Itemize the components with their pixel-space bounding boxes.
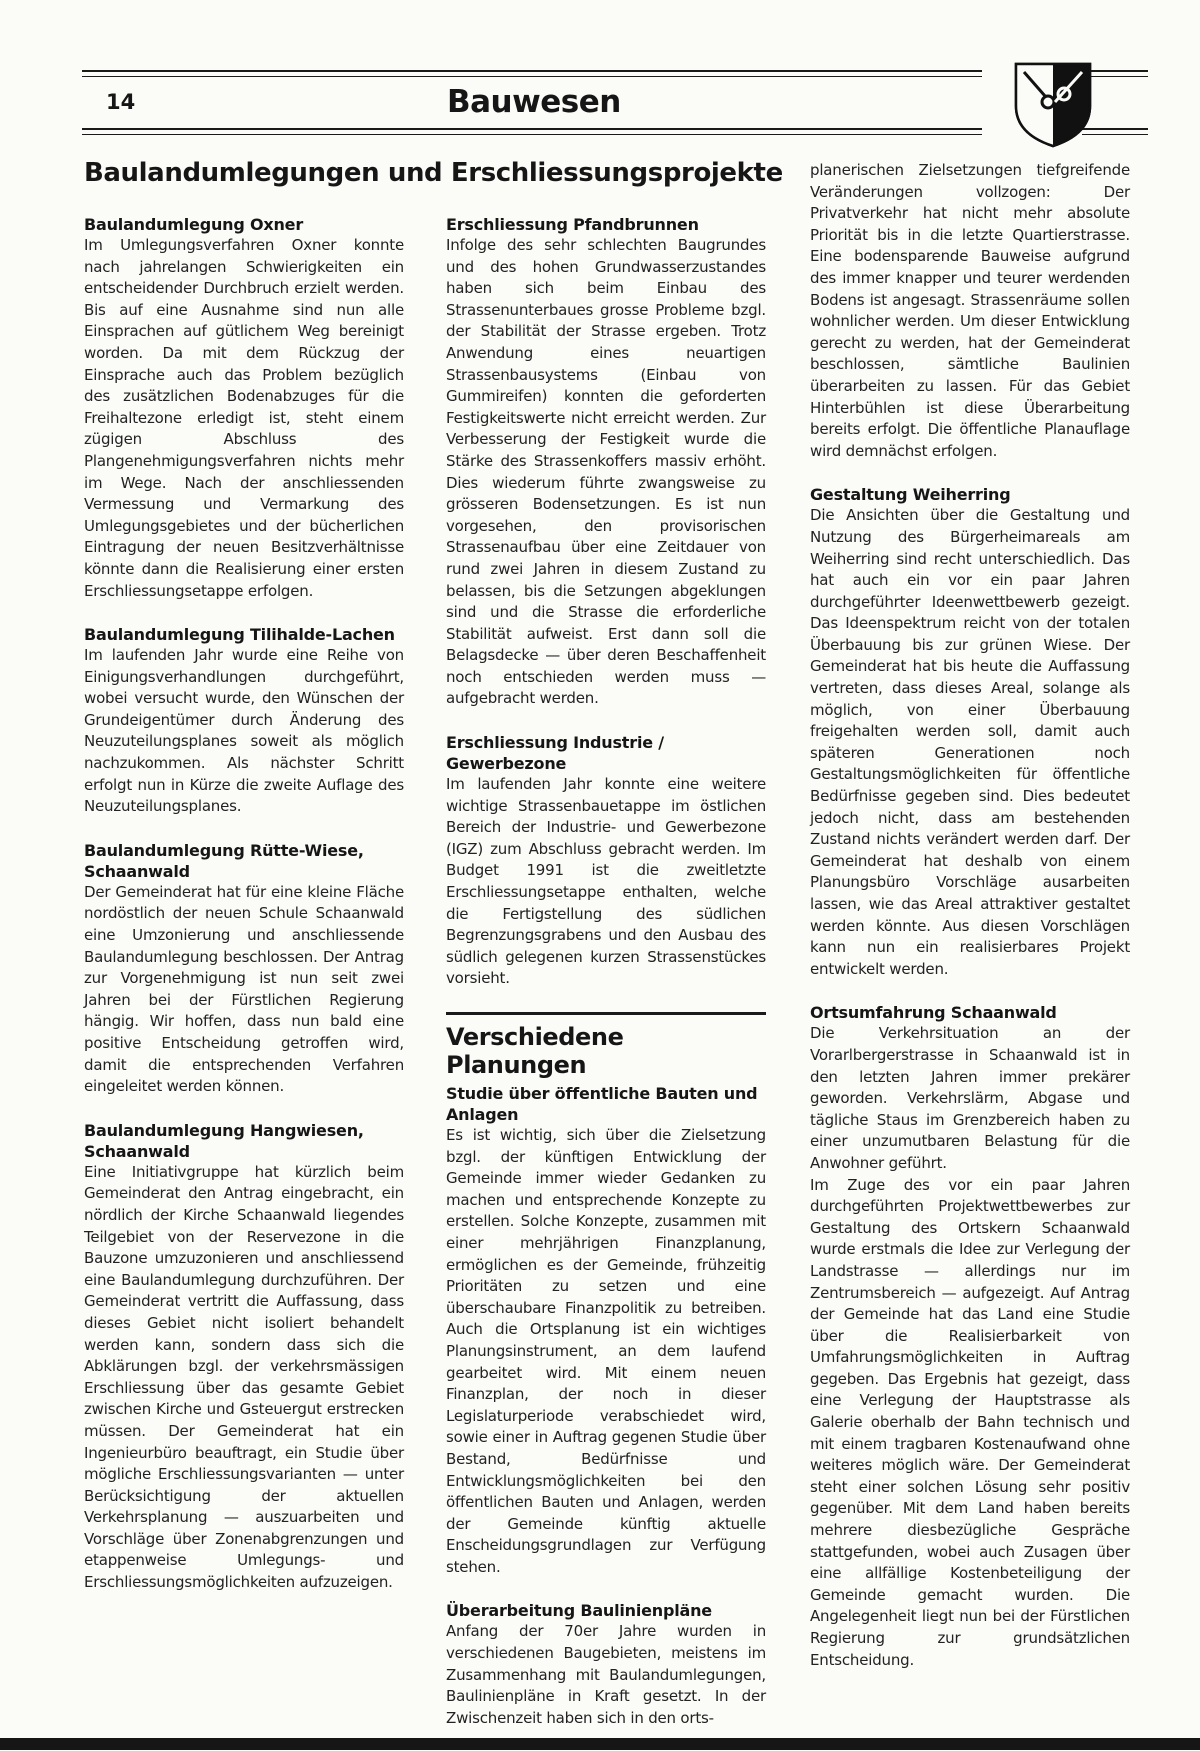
page-header: [82, 62, 1148, 146]
article-block: [810, 1002, 1130, 1671]
article-heading: Erschliessung Industrie / Gewerbezone: [446, 733, 664, 774]
article-body: Im laufenden Jahr konnte eine weitere wichtige Strassenbauetappe im östlichen Bereich der Industrie- und Gewerbezone (IGZ) zum Abschluss gebracht werden. Im Budget 1991 ist die zweitletzte Erschliessungsetappe enthalten, welche die Fertigstellung des südlichen Begrenzungsgrabens und den Ausbau des südlich gelegenen kurzen Strassenstückes vorsieht.: [446, 775, 766, 988]
article-heading: Baulandumlegung Hangwiesen, Schaanwald: [84, 1120, 364, 1161]
article-body: Im laufenden Jahr wurde eine Reihe von Einigungsverhandlungen durchgeführt, wobei versucht wurde, den Wünschen der Grundeigentümer durch Änderung des Neuzuteilungsplanes soweit als möglich nachzukommen. Als nächster Schritt erfolgt nun in Kürze die zweite Auflage des Neuzuteilungsplanes.: [84, 646, 404, 816]
municipal-crest-icon: [982, 62, 1124, 148]
column-1: [84, 214, 404, 1616]
article-block: [446, 214, 766, 710]
article-body: Es ist wichtig, sich über die Zielsetzung bzgl. der künftigen Entwicklung der Gemeinde immer wieder Gedanken zu machen und entsprechende Konzepte zu erstellen. Solche Konzepte, zusammen mit einer mehrjährigen Finanzplanung, ermöglichen es der Gemeinde, frühzeitig Prioritäten zu setzen und eine überschaubare Finanzpolitik zu betreiben. Auch die Ortsplanung ist ein wichtiges Planungsinstrument, an dem laufend gearbeitet wird. Mit einem neuen Finanzplan, der noch in dieser Legislaturperiode verabschiedet wird, sowie einer in Auftrag gegenen Studie über Bestand, Bedürfnisse und Entwicklungsmöglichkeiten bei den öffentlichen Bauten und Anlagen, werden der Gemeinde künftig aktuelle Enscheidungsgrundlagen zur Verfügung stehen.: [446, 1126, 766, 1576]
article-heading: Baulandumlegung Oxner: [84, 215, 304, 234]
article-continuation: [810, 160, 1130, 462]
article-block: [84, 214, 404, 602]
column-2: [446, 214, 766, 1751]
article-block: [84, 624, 404, 818]
header-rule-top: [82, 70, 982, 72]
article-body: Der Gemeinderat hat für eine kleine Fläche nordöstlich der neuen Schule Schaanwald eine Umzonierung und anschliessende Baulandumlegung beschlossen. Der Antrag zur Vorgenehmigung ist nun seit zwei Jahren bei der Fürstlichen Regierung hängig. Wir hoffen, dass nun bald eine positive Entscheidung getroffen wird, damit die entsprechenden Verfahren eingeleitet werden können.: [84, 882, 404, 1096]
article-body: Die Ansichten über die Gestaltung und Nutzung des Bürgerheimareals am Weiherring sind recht unterschiedlich. Das hat auch ein vor ein paar Jahren durchgeführter Ideenwettbewerb gezeigt. Das Ideenspektrum reicht von der totalen Überbauung bis zur grünen Wiese. Der Gemeinderat hat bis heute die Auffassung vertreten, dass dieses Areal, solange als möglich, von einer Überbauung freigehalten werden soll, damit auch späteren Generationen noch Gestaltungsmöglichkeiten für öffentliche Bedürfnisse gegeben sind. Dies bedeutet jedoch nicht, dass am bestehenden Zustand nichts verändert werden darf. Der Gemeinderat hat deshalb von einem Planungsbüro Vorschläge ausarbeiten lassen, wie das Areal attraktiver gestaltet werden könnte. Aus diesen Vorschlägen kann nun ein realisierbares Projekt entwickelt werden.: [810, 506, 1130, 978]
article-heading: Baulandumlegung Rütte-Wiese, Schaanwald: [84, 840, 364, 881]
article-body: Die Verkehrsituation an der Vorarlbergerstrasse in Schaanwald ist in den letzten Jahren immer prekärer geworden. Verkehrslärm, Abgase und tägliche Staus im Grenzbereich haben zu einer unzumutbaren Belastung für die Anwohner geführt. Im Zuge des vor ein paar Jahren durchgeführten Projektwettbewerbes zur Gestaltung des Ortskern Schaanwald wurde erstmals die Idee zur Verlegung der Landstrasse — allerdings nur im Zentrumsbereich — aufgezeigt. Auf Antrag der Gemeinde hat das Land eine Studie über die Realisierbarkeit von Umfahrungsmöglichkeiten in Auftrag gegeben. Das Ergebnis hat gezeigt, dass eine Verlegung der Hauptstrasse als Galerie oberhalb der Bahn technisch und mit einem tragbaren Kostenaufwand ohne weiteres möglich wäre. Der Gemeinderat steht einer solchen Lösung sehr positiv gegenüber. Mit dem Land haben bereits mehrere diesbezügliche Gespräche stattgefunden, wobei auch Zusagen über eine allfällige Kostenbeteiligung der Gemeinde gemacht wurden. Die Angelegenheit liegt nun bei der Fürstlichen Regierung zur grundsätzlichen Entscheidung.: [810, 1024, 1130, 1669]
article-heading: Gestaltung Weiherring: [810, 485, 1011, 505]
section-title-verschiedene-planungen: Verschiedene Planungen: [446, 1012, 766, 1079]
page-number: 14: [106, 90, 136, 114]
article-body: Im Umlegungsverfahren Oxner konnte nach jahrelangen Schwierigkeiten ein entscheidender Durchbruch erzielt werden. Bis auf eine Ausnahme sind nun alle Einsprachen auf gütlichem Weg bereinigt worden. Da mit dem Rückzug der Einsprache auch das Problem bezüglich des zusätzlichen Bodenabzuges für die Freihaltezone erledigt ist, steht einem zügigen Abschluss des Plangenehmigungsverfahren nichts mehr im Wege. Nach der anschliessenden Vermessung und Vermarkung des Umlegungsgebietes und der bücherlichen Eintragung der neuen Besitzverhältnisse könnte dann die Realisierung einer ersten Erschliessungsetappe erfolgen.: [84, 236, 404, 600]
section-name: Bauwesen: [447, 84, 621, 120]
article-block: [446, 732, 766, 990]
article-block: [446, 1083, 766, 1578]
column-3: [810, 160, 1130, 1693]
header-rule-bottom-thin: [82, 134, 982, 135]
header-rule-top-thin: [82, 76, 982, 77]
article-block: [810, 484, 1130, 980]
article-body: Infolge des sehr schlechten Baugrundes und des hohen Grundwasserzustandes haben sich beim Einbau des Strassenunterbaues grosse Probleme bzgl. der Stabilität der Strasse ergeben. Trotz Anwendung eines neuartigen Strassenbausystems (Einbau von Gummireifen) konnten die geforderten Festigkeitswerte nicht erreicht werden. Zur Verbesserung der Festigkeit wurde die Stärke des Strassenkoffers massiv erhöht. Dies wiederum führte zwangsweise zu grösseren Bodensetzungen. Es ist nun vorgesehen, den provisorischen Strassenaufbau über eine Zeitdauer von rund zwei Jahren in diesem Zustand zu belassen, bis die Setzungen abgeklungen sind und die Strasse die erforderliche Stabilität aufweist. Erst dann soll die Belagsdecke — über deren Beschaffenheit noch entschieden werden muss — aufgebracht werden.: [446, 236, 766, 708]
article-block: [84, 840, 404, 1098]
article-body: Eine Initiativgruppe hat kürzlich beim Gemeinderat den Antrag eingebracht, ein nördlich der Kirche Schaanwald liegendes Teilgebiet von der Reservezone in die Bauzone umzuzonieren und anschliessend eine Baulandumlegung durchzuführen. Der Gemeinderat vertritt die Auffassung, dass dieses Gebiet nicht isoliert behandelt werden kann, sondern dass sich die Abklärungen bzgl. der verkehrsmässigen Erschliessung über das gesamte Gebiet zwischen Kirche und Gsteuergut erstrecken müssen. Der Gemeinderat hat ein Ingenieurbüro beauftragt, ein Studie über mögliche Erschliessungsvarianten — unter Berücksichtigung der aktuellen Verkehrsplanung — auszuarbeiten und Vorschläge über Zonenabgrenzungen und etappenweise Umlegungs- und Erschliessungsmöglichkeiten aufzuzeigen.: [84, 1162, 404, 1592]
header-rule-bottom: [82, 128, 982, 130]
article-heading: Ortsumfahrung Schaanwald: [810, 1003, 1057, 1023]
article-heading: Studie über öffentliche Bauten und Anlagen: [446, 1084, 758, 1124]
scan-bottom-edge: [0, 1738, 1200, 1750]
article-heading: Überarbeitung Baulinienpläne: [446, 1601, 712, 1621]
main-title: Baulandumlegungen und Erschliessungsprojekte: [84, 158, 783, 188]
article-block: [84, 1120, 404, 1594]
article-body: planerischen Zielsetzungen tiefgreifende Veränderungen vollzogen: Der Privatverkehr hat nicht mehr absolute Priorität bis in die letzte Quartierstrasse. Eine bodensparende Bauweise aufgrund des immer knapper und teurer werdenden Bodens ist angesagt. Strassenräume sollen wohnlicher werden. Um dieser Entwicklung gerecht zu werden, hat der Gemeinderat beschlossen, sämtliche Baulinien überarbeiten zu lassen. Für das Gebiet Hinterbühlen ist diese Überarbeitung bereits erfolgt. Die öffentliche Planauflage wird demnächst erfolgen.: [810, 161, 1130, 460]
article-heading: Baulandumlegung Tilihalde-Lachen: [84, 625, 395, 645]
article-body: Anfang der 70er Jahre wurden in verschiedenen Baugebieten, meistens im Zusammenhang mit Baulandumlegungen, Baulinienpläne in Kraft gesetzt. In der Zwischenzeit haben sich in den orts-: [446, 1622, 766, 1727]
article-heading: Erschliessung Pfandbrunnen: [446, 215, 699, 234]
article-block: [446, 1600, 766, 1729]
